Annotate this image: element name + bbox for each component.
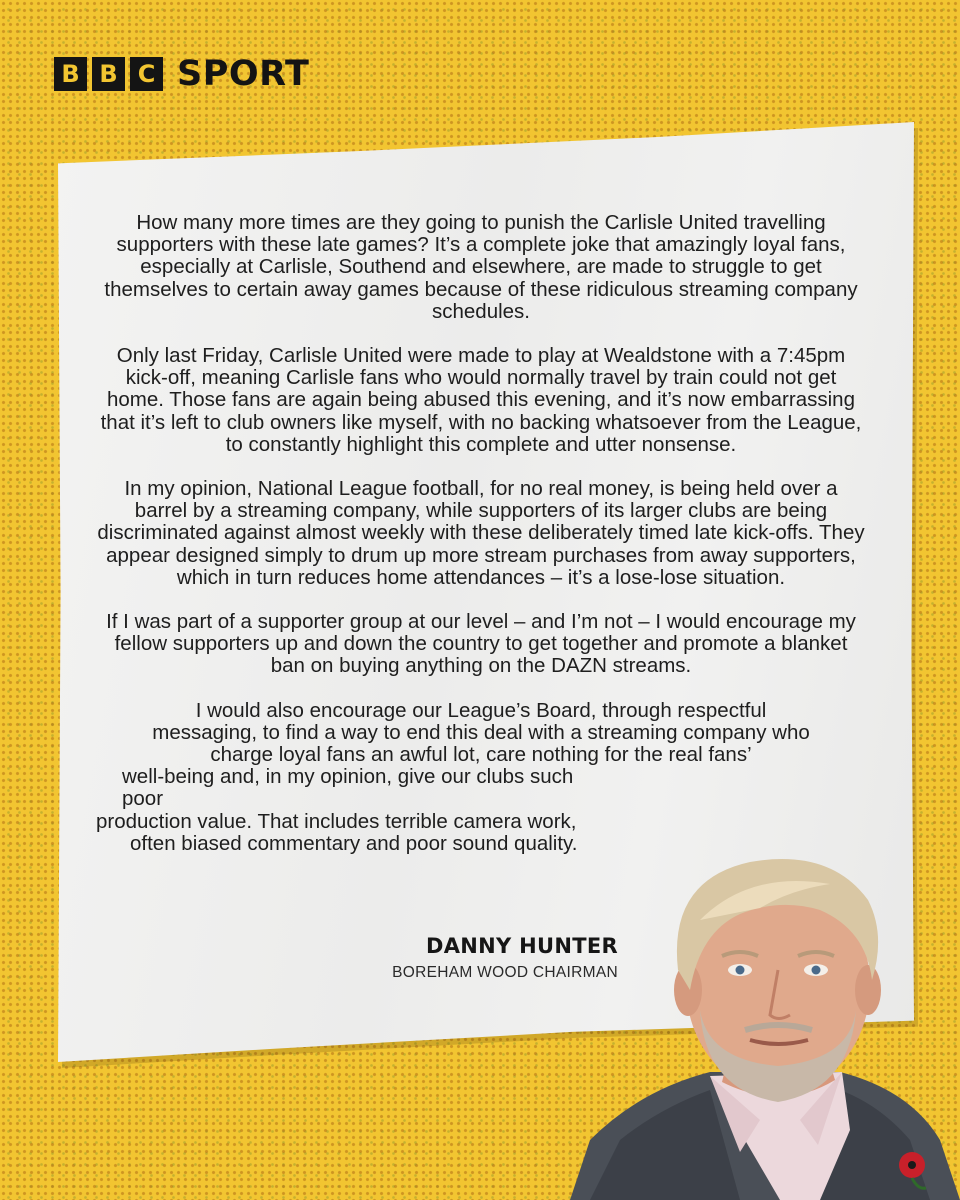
quote-line: messaging, to find a way to end this deal with a streaming company who [152,720,810,744]
speaker-portrait [550,840,960,1200]
quote-line: charge loyal fans an awful lot, care nothing for the real fans’ [210,743,752,767]
bbc-letter-box: B [54,57,87,91]
quote-line: I would also encourage our League’s Board, through respectful [195,698,767,722]
quote-line: production value. That includes terrible camera work, [96,809,577,833]
quote-line: often biased commentary and poor sound quality. [130,831,578,855]
bbc-letter-box: B [92,57,125,91]
sport-wordmark: SPORT [177,53,310,94]
bbc-sport-logo [54,53,310,94]
speaker-name: DANNY HUNTER [426,934,618,958]
quote-line: well-being and, in my opinion, give our clubs such poor [122,765,574,811]
quote-paragraph: In my opinion, National League football, for no real money, is being held over a barrel by a streaming company, while supporters of its larger clubs are being discriminated against almost weekly with these deliberately timed late kick-offs. They appear designed simply to drum up more stream purchases from away supporters, which in turn reduces home attendances – it’s a lose-lose situation. [97,477,865,589]
quote-paragraph: How many more times are they going to punish the Carlisle United travelling supporters with these late games? It’s a complete joke that amazingly loyal fans, especially at Carlisle, Southend and elsewhere, are made to struggle to get themselves to certain away games because of these ridiculous streaming company schedules. [104,211,858,323]
quote-paragraph: Only last Friday, Carlisle United were made to play at Wealdstone with a 7:45pm kick-off, meaning Carlisle fans who would normally travel by train could not get home. Those fans are again being abused this evening, and it’s now embarrassing that it’s left to club owners like myself, with no backing whatsoever from the League, to constantly highlight this complete and utter nonsense. [100,344,862,456]
speaker-role: BOREHAM WOOD CHAIRMAN [392,964,618,981]
quote-paragraph: If I was part of a supporter group at our level – and I’m not – I would encourage my fellow supporters up and down the country to get together and promote a blanket ban on buying anything on the DAZN streams. [106,610,856,678]
quote-paragraph-final [96,700,866,855]
quote-block [96,212,866,855]
bbc-letter-box: C [130,57,163,91]
